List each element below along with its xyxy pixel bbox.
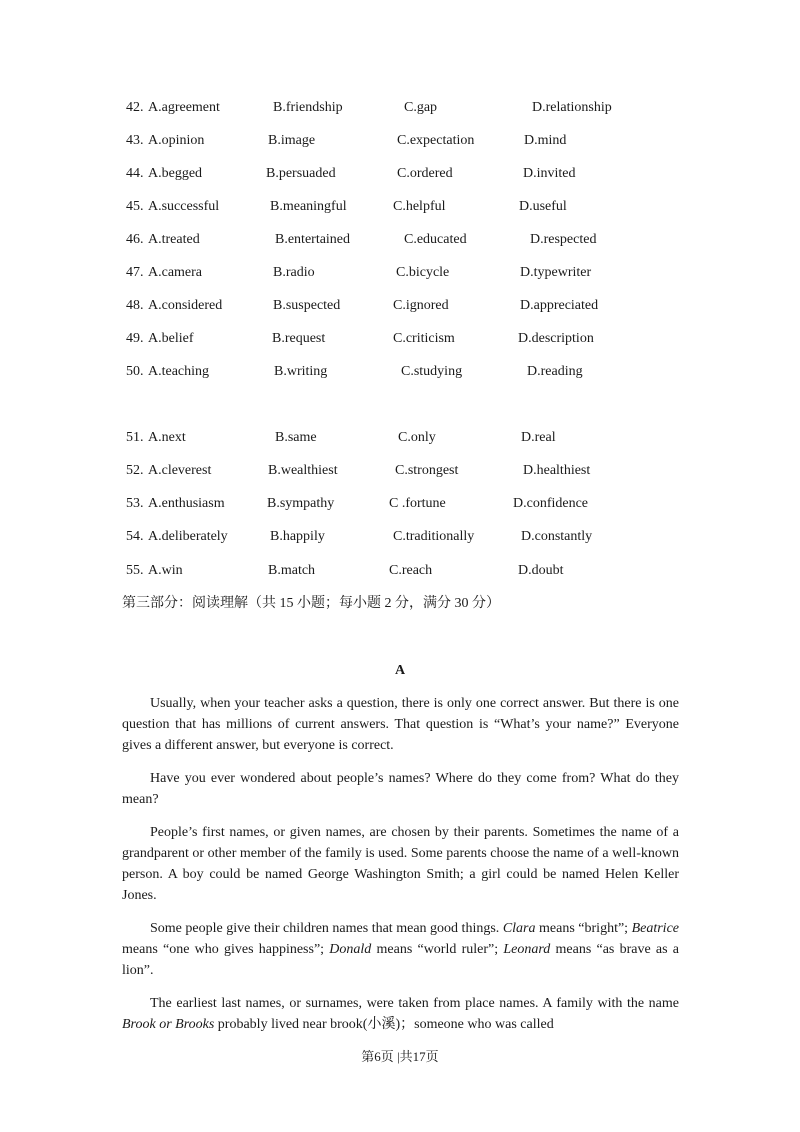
question-number: 53. xyxy=(126,496,144,511)
option-d: D.invited xyxy=(523,166,576,181)
name-brook: Brook or Brooks xyxy=(122,1017,215,1032)
question-number: 52. xyxy=(126,463,144,478)
option-a: A.teaching xyxy=(148,364,210,379)
option-b: B.entertained xyxy=(275,232,351,247)
option-d: D.typewriter xyxy=(520,265,592,280)
question-number: 42. xyxy=(126,100,144,115)
option-a: A.deliberately xyxy=(148,529,228,544)
option-d: D.appreciated xyxy=(520,298,599,313)
passage-title: A xyxy=(394,663,406,678)
question-number: 50. xyxy=(126,364,144,379)
p4-meaning-4: means “as brave as a lion”. xyxy=(122,942,679,978)
paragraph-5 xyxy=(122,993,679,1035)
option-d: D.useful xyxy=(519,199,567,214)
option-b: B.match xyxy=(268,563,316,578)
option-d: D.respected xyxy=(530,232,597,247)
question-number: 54. xyxy=(126,529,144,544)
option-d: D.description xyxy=(518,331,594,346)
option-a: A.successful xyxy=(148,199,220,214)
option-b: B.writing xyxy=(274,364,328,379)
option-b: B.happily xyxy=(270,529,325,544)
page-separator: | xyxy=(397,1049,400,1064)
option-c: C .fortune xyxy=(389,496,446,511)
option-c: C.ordered xyxy=(397,166,453,181)
option-a: A.opinion xyxy=(148,133,205,148)
option-a: A.win xyxy=(148,563,183,578)
paragraph-1: Usually, when your teacher asks a question, there is only one correct answer. But there is one question that has millions of current answers. That question is “What’s your name?” Everyone gives a different answer, but everyone is correct. xyxy=(122,696,679,753)
option-a: A.enthusiasm xyxy=(148,496,225,511)
p4-meaning-2: means “one who gives happiness”; xyxy=(122,942,330,957)
option-b: B.meaningful xyxy=(270,199,347,214)
option-d: D.confidence xyxy=(513,496,589,511)
option-b: B.wealthiest xyxy=(268,463,338,478)
option-d: D.mind xyxy=(524,133,567,148)
option-b: B.radio xyxy=(273,265,315,280)
option-b: B.suspected xyxy=(273,298,341,313)
option-c: C.traditionally xyxy=(393,529,475,544)
name-leonard: Leonard xyxy=(503,942,551,957)
name-donald: Donald xyxy=(329,942,372,957)
option-a: A.treated xyxy=(148,232,200,247)
question-number: 51. xyxy=(126,430,144,445)
option-a: A.considered xyxy=(148,298,223,313)
option-b: B.request xyxy=(272,331,326,346)
total-pages: 共17页 xyxy=(399,1049,439,1064)
option-c: C.strongest xyxy=(395,463,459,478)
question-number: 49. xyxy=(126,331,144,346)
name-clara: Clara xyxy=(502,921,536,936)
option-c: C.bicycle xyxy=(396,265,450,280)
option-b: B.same xyxy=(275,430,317,445)
option-d: D.doubt xyxy=(518,563,564,578)
option-c: C.criticism xyxy=(393,331,455,346)
option-d: D.healthiest xyxy=(523,463,591,478)
option-c: C.gap xyxy=(404,100,438,115)
option-b: B.persuaded xyxy=(266,166,336,181)
question-number: 46. xyxy=(126,232,144,247)
option-c: C.ignored xyxy=(393,298,449,313)
question-number: 55. xyxy=(126,563,144,578)
p4-intro: Some people give their children names that mean good things. xyxy=(150,921,503,936)
paragraph-3: People’s first names, or given names, are chosen by their parents. Sometimes the name of a grandparent or other member of the family is used. Some parents choose the name of a well-known person. A boy could be named George Washington Smith; a girl could be named Helen Keller Jones. xyxy=(122,825,679,903)
option-d: D.relationship xyxy=(532,100,612,115)
option-c: C.expectation xyxy=(397,133,475,148)
question-number: 44. xyxy=(126,166,144,181)
option-a: A.camera xyxy=(148,265,203,280)
p5-intro: The earliest last names, or surnames, were taken from place names. A family with the name xyxy=(150,996,679,1011)
option-d: D.constantly xyxy=(521,529,593,544)
question-number: 47. xyxy=(126,265,144,280)
question-number: 43. xyxy=(126,133,144,148)
option-a: A.agreement xyxy=(148,100,220,115)
option-a: A.begged xyxy=(148,166,203,181)
name-beatrice: Beatrice xyxy=(631,921,679,936)
page-number: 第6页 xyxy=(361,1049,394,1064)
option-c: C.educated xyxy=(404,232,467,247)
question-number: 48. xyxy=(126,298,144,313)
p5-rest: probably lived near brook(小溪)；someone who was called xyxy=(214,1017,554,1032)
option-a: A.belief xyxy=(148,331,194,346)
option-c: C.helpful xyxy=(393,199,446,214)
option-b: B.friendship xyxy=(273,100,343,115)
option-d: D.reading xyxy=(527,364,583,379)
option-a: A.next xyxy=(148,430,186,445)
option-b: B.image xyxy=(268,133,316,148)
paragraph-2: Have you ever wondered about people’s names? Where do they come from? What do they mean? xyxy=(122,771,679,807)
option-a: A.cleverest xyxy=(148,463,212,478)
p4-meaning-3: means “world ruler”; xyxy=(371,942,504,957)
option-c: C.only xyxy=(398,430,436,445)
option-d: D.real xyxy=(521,430,556,445)
option-c: C.studying xyxy=(401,364,463,379)
option-c: C.reach xyxy=(389,563,433,578)
question-number: 45. xyxy=(126,199,144,214)
p4-meaning-1: means “bright”; xyxy=(535,921,632,936)
page-footer xyxy=(0,1048,800,1066)
paragraph-4 xyxy=(122,918,679,981)
option-b: B.sympathy xyxy=(267,496,335,511)
section-heading: 第三部分：阅读理解（共 15 小题；每小题 2 分，满分 30 分） xyxy=(122,596,500,611)
